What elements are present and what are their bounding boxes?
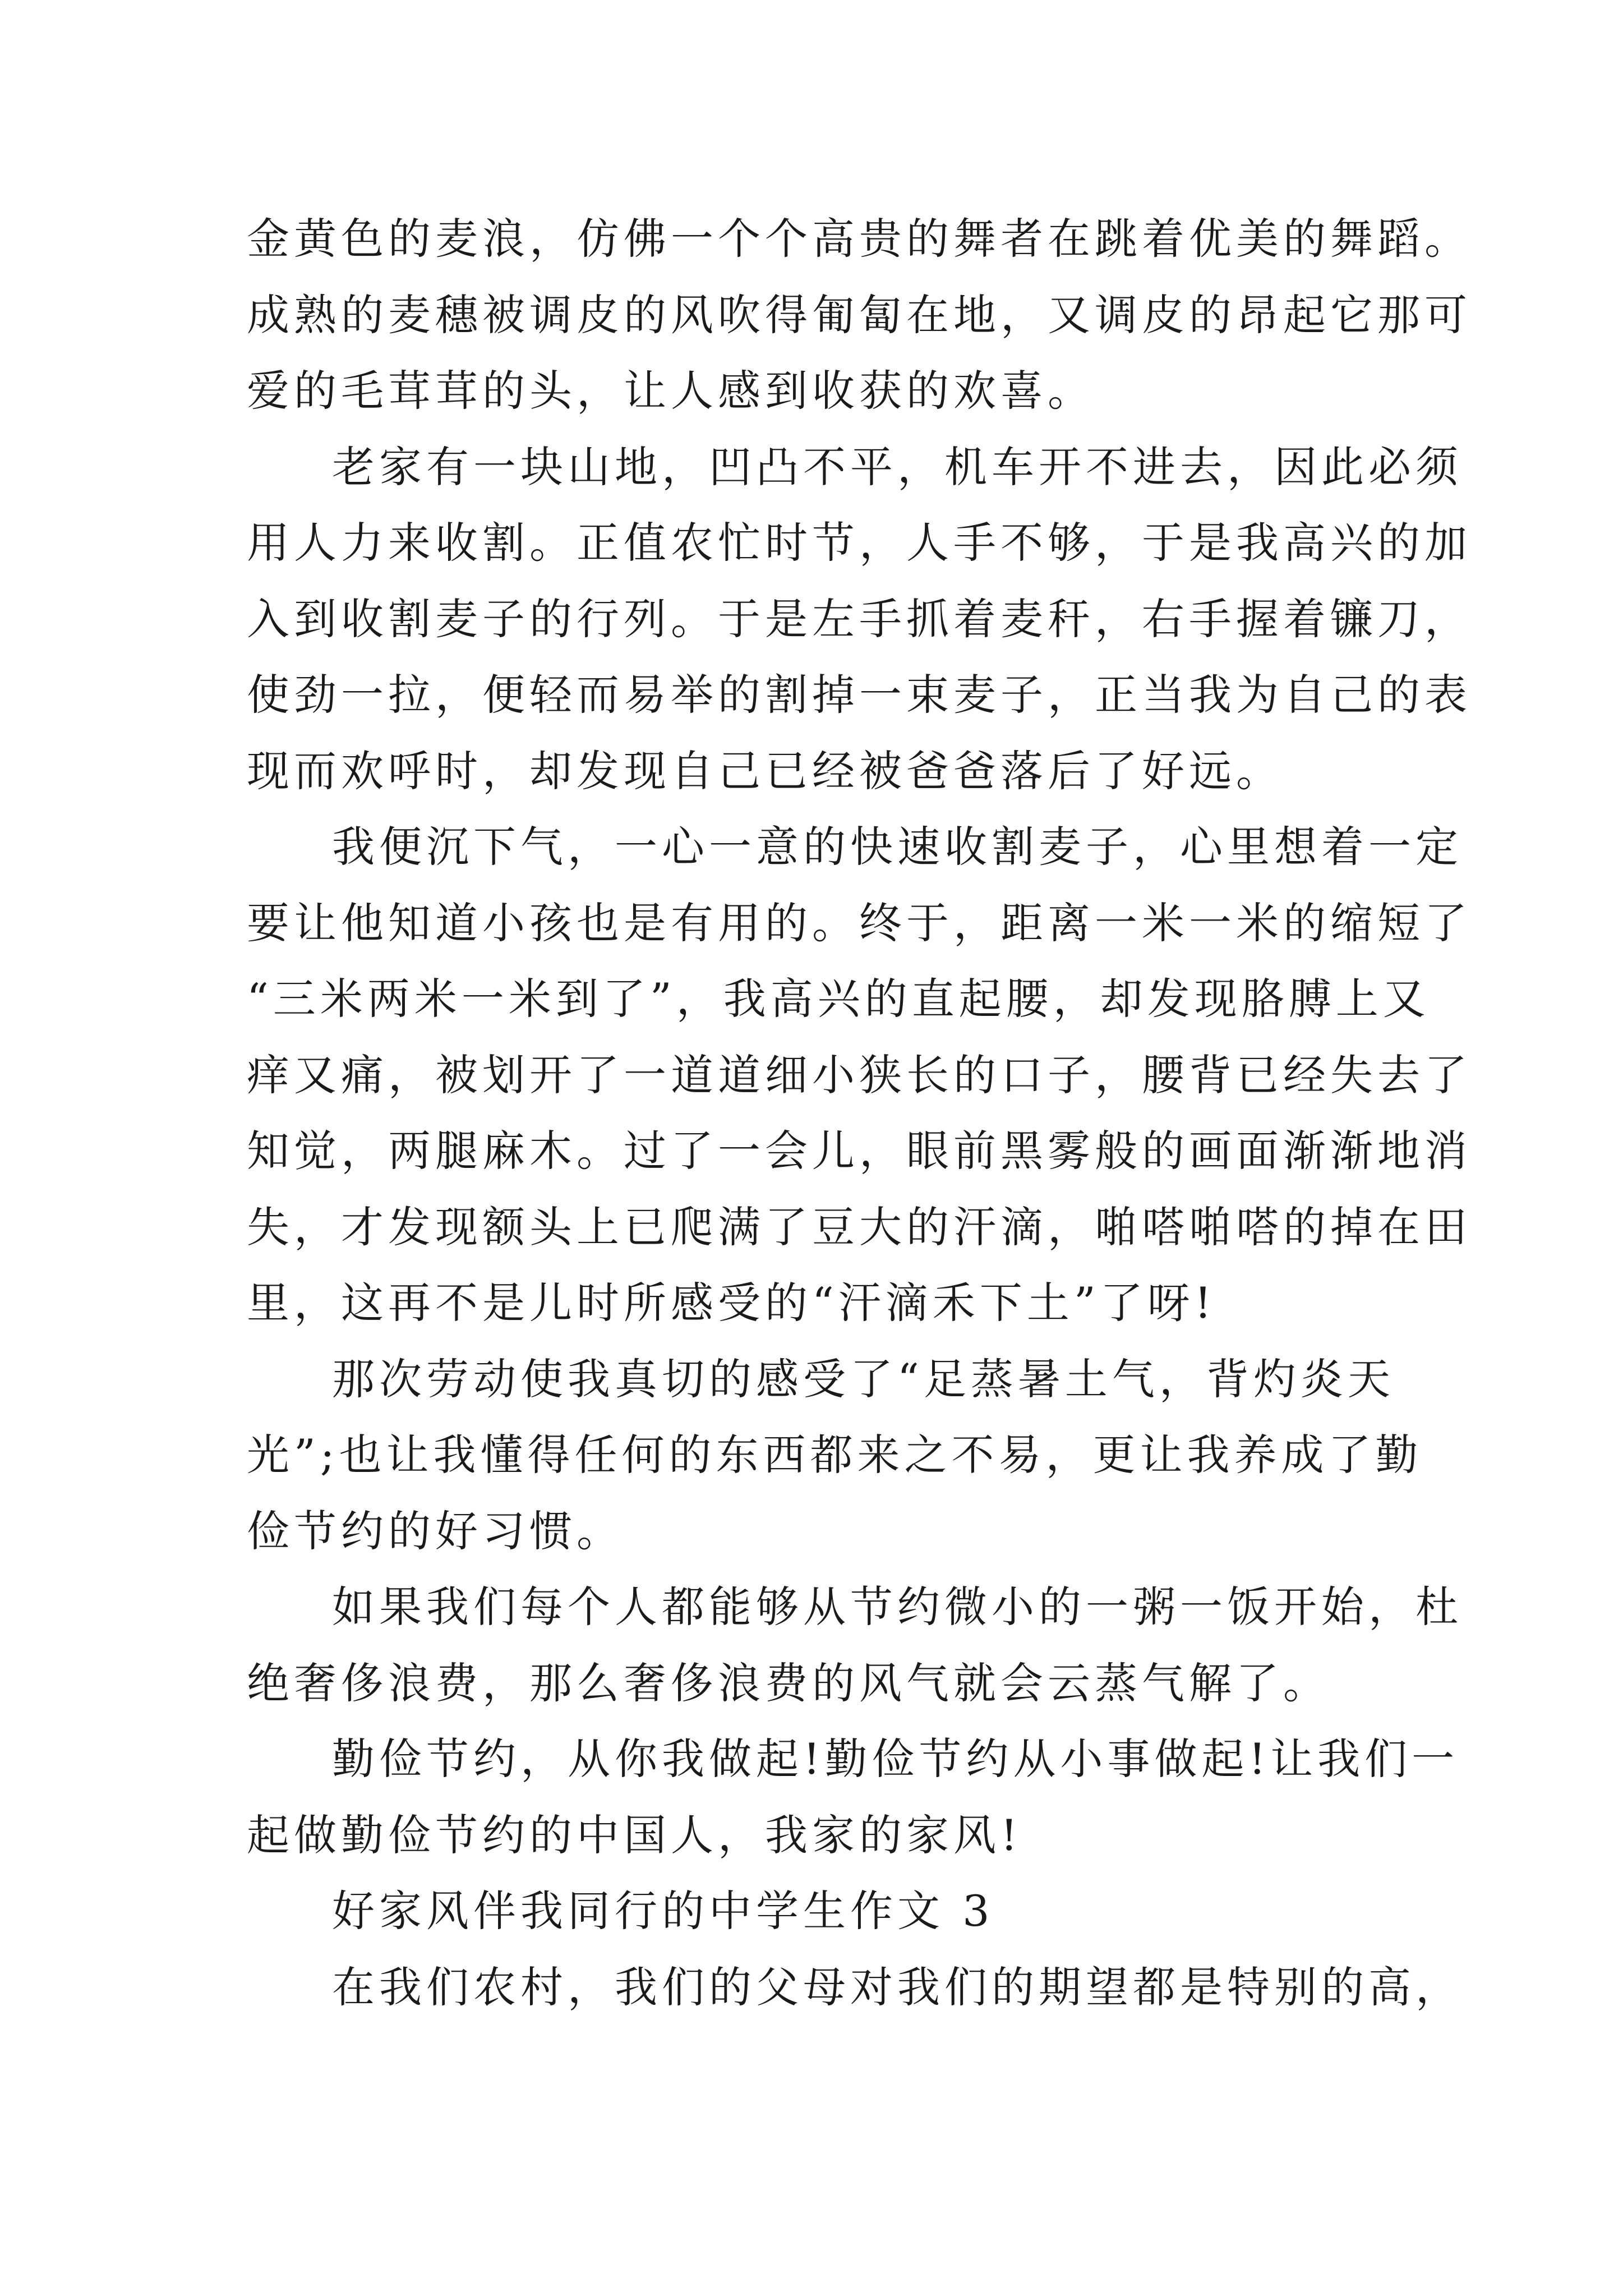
text-line: 用人力来收割。正值农忙时节，人手不够，于是我高兴的加 (247, 518, 1472, 568)
body-text (247, 201, 1472, 2025)
text-line: 现而欢呼时，却发现自己已经被爸爸落后了好远。 (247, 746, 1283, 796)
text-line: 痒又痛，被划开了一道道细小狭长的口子，腰背已经失去了 (247, 1050, 1472, 1100)
text-line: 绝奢侈浪费，那么奢侈浪费的风气就会云蒸气解了。 (247, 1658, 1330, 1708)
text-line: 失，才发现额头上已爬满了豆大的汗滴，啪嗒啪嗒的掉在田 (247, 1202, 1472, 1252)
text-line: 入到收割麦子的行列。于是左手抓着麦秆，右手握着镰刀， (247, 593, 1472, 644)
paragraph-first-line: 那次劳动使我真切的感受了“足蒸暑土气，背灼炎天 (332, 1354, 1395, 1404)
text-line: “三米两米一米到了”，我高兴的直起腰，却发现胳膊上又 (247, 974, 1430, 1024)
text-line: 知觉，两腿麻木。过了一会儿，眼前黑雾般的画面渐渐地消 (247, 1126, 1472, 1176)
text-line: 金黄色的麦浪，仿佛一个个高贵的舞者在跳着优美的舞蹈。 (247, 214, 1472, 264)
text-line: 里，这再不是儿时所感受的“汗滴禾下土”了呀! (247, 1278, 1216, 1328)
text-line: 光”;也让我懂得任何的东西都来之不易，更让我养成了勤 (247, 1430, 1423, 1480)
paragraph-first-line: 如果我们每个人都能够从节约微小的一粥一饭开始，杜 (332, 1582, 1463, 1632)
paragraph-first-line: 勤俭节约，从你我做起!勤俭节约从小事做起!让我们一 (332, 1734, 1459, 1784)
text-line: 俭节约的好习惯。 (247, 1506, 624, 1556)
text-line: 爱的毛茸茸的头，让人感到收获的欢喜。 (247, 366, 1095, 416)
section-heading: 好家风伴我同行的中学生作文 3 (332, 1886, 994, 1936)
paragraph-first-line: 在我们农村，我们的父母对我们的期望都是特别的高， (332, 1962, 1463, 2012)
text-line: 使劲一拉，便轻而易举的割掉一束麦子，正当我为自己的表 (247, 670, 1472, 720)
paragraph-first-line: 我便沉下气，一心一意的快速收割麦子，心里想着一定 (332, 822, 1463, 872)
text-line: 要让他知道小孩也是有用的。终于，距离一米一米的缩短了 (247, 898, 1472, 948)
text-line: 起做勤俭节约的中国人，我家的家风! (247, 1810, 1022, 1860)
text-line: 成熟的麦穗被调皮的风吹得匍匐在地，又调皮的昂起它那可 (247, 289, 1472, 340)
paragraph-first-line: 老家有一块山地，凹凸不平，机车开不进去，因此必须 (332, 441, 1463, 492)
